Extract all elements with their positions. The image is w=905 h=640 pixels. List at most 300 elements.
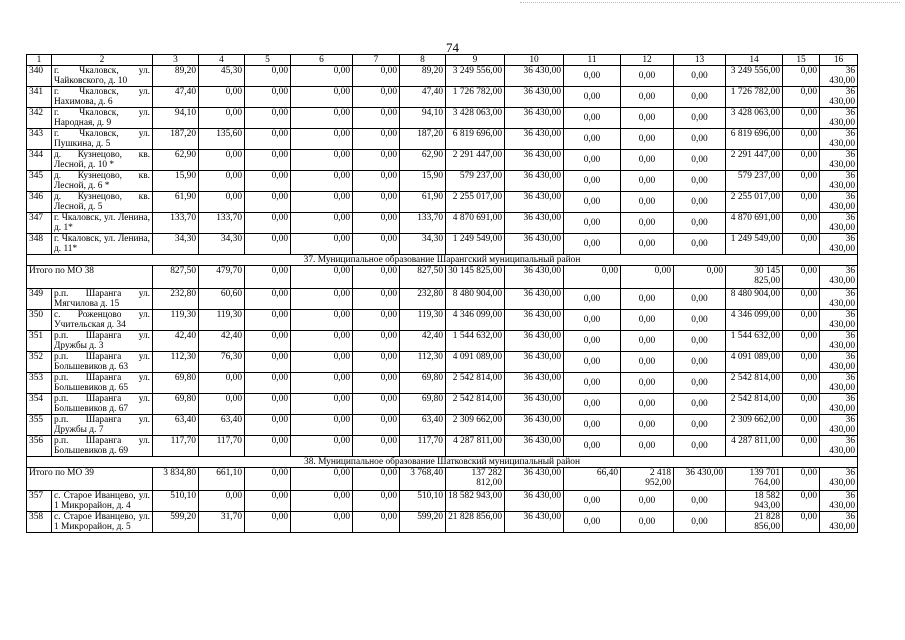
cell-value: 89,20 (400, 66, 446, 87)
cell-value: 0,00 (783, 171, 820, 192)
cell-value: 42,40 (153, 331, 199, 352)
column-header: 13 (674, 55, 726, 66)
cell-value: 232,80 (400, 289, 446, 310)
cell-value: 112,30 (400, 352, 446, 373)
cell-value: 0,00 (291, 415, 353, 436)
cell-value: 0,00 (674, 129, 726, 150)
cell-value: 1 249 549,00 (446, 234, 505, 255)
cell-value: 1 726 782,00 (446, 87, 505, 108)
cell-value: 36 430,00 (820, 192, 858, 213)
cell-value: 8 480 904,00 (446, 289, 505, 310)
cell-value: 0,00 (674, 171, 726, 192)
cell-value: 0,00 (353, 436, 400, 457)
cell-value: 0,00 (199, 491, 245, 512)
cell-value: 47,40 (153, 87, 199, 108)
address-cell: р.п. Шаранга ул. Дружбы д. 3 (52, 331, 153, 352)
cell-value: 0,00 (291, 171, 353, 192)
cell-value: 2 309 662,00 (446, 415, 505, 436)
cell-value: 36 430,00 (505, 436, 564, 457)
cell-value: 0,00 (564, 310, 621, 331)
cell-value: 0,00 (783, 108, 820, 129)
row-number: 358 (27, 512, 52, 533)
cell-value: 8 480 904,00 (726, 289, 783, 310)
cell-value: 4 287 811,00 (726, 436, 783, 457)
cell-value: 0,00 (783, 491, 820, 512)
cell-value: 0,00 (291, 491, 353, 512)
cell-value: 0,00 (564, 171, 621, 192)
address-cell: р.п. Шаранга ул. Большевиков д. 67 (52, 394, 153, 415)
cell-value: 661,10 (199, 468, 245, 491)
cell-value: 0,00 (245, 512, 291, 533)
cell-value: 4 870 691,00 (446, 213, 505, 234)
cell-value: 0,00 (783, 289, 820, 310)
cell-value: 36 430,00 (505, 108, 564, 129)
cell-value: 0,00 (783, 310, 820, 331)
cell-value: 0,00 (353, 87, 400, 108)
cell-value: 2 291 447,00 (446, 150, 505, 171)
cell-value: 36 430,00 (505, 352, 564, 373)
cell-value: 0,00 (291, 310, 353, 331)
cell-value: 36 430,00 (820, 331, 858, 352)
cell-value: 0,00 (783, 512, 820, 533)
row-number: 349 (27, 289, 52, 310)
cell-value: 36 430,00 (505, 491, 564, 512)
row-number: 354 (27, 394, 52, 415)
cell-value: 0,00 (291, 289, 353, 310)
cell-value: 133,70 (153, 213, 199, 234)
cell-value: 0,00 (783, 192, 820, 213)
table-row (27, 234, 858, 255)
table-row (27, 171, 858, 192)
cell-value: 599,20 (153, 512, 199, 533)
cell-value: 34,30 (199, 234, 245, 255)
cell-value: 0,00 (245, 289, 291, 310)
cell-value: 2 309 662,00 (726, 415, 783, 436)
table-row (27, 66, 858, 87)
section-header-row (27, 457, 858, 468)
column-header: 9 (446, 55, 505, 66)
cell-value: 0,00 (783, 213, 820, 234)
cell-value: 0,00 (564, 491, 621, 512)
cell-value: 94,10 (400, 108, 446, 129)
column-header: 6 (291, 55, 353, 66)
cell-value: 0,00 (564, 234, 621, 255)
cell-value: 0,00 (783, 352, 820, 373)
cell-value: 0,00 (674, 266, 726, 289)
cell-value: 36 430,00 (820, 213, 858, 234)
cell-value: 0,00 (245, 310, 291, 331)
address-cell: р.п. Шаранга ул. Дружбы д. 7 (52, 415, 153, 436)
cell-value: 4 091 089,00 (726, 352, 783, 373)
cell-value: 0,00 (674, 415, 726, 436)
column-header: 12 (621, 55, 674, 66)
column-header: 2 (52, 55, 153, 66)
row-number: 344 (27, 150, 52, 171)
cell-value: 119,30 (199, 310, 245, 331)
cell-value: 0,00 (564, 415, 621, 436)
cell-value: 0,00 (621, 87, 674, 108)
row-number: 355 (27, 415, 52, 436)
page-number: 74 (446, 40, 459, 55)
cell-value: 0,00 (564, 150, 621, 171)
table-row (27, 289, 858, 310)
cell-value: 0,00 (783, 87, 820, 108)
cell-value: 89,20 (153, 66, 199, 87)
cell-value: 36 430,00 (820, 512, 858, 533)
cell-value: 0,00 (245, 491, 291, 512)
cell-value: 36 430,00 (820, 150, 858, 171)
cell-value: 0,00 (674, 352, 726, 373)
cell-value: 2 291 447,00 (726, 150, 783, 171)
cell-value: 61,90 (153, 192, 199, 213)
cell-value: 36 430,00 (820, 468, 858, 491)
column-header: 7 (353, 55, 400, 66)
cell-value: 0,00 (564, 436, 621, 457)
cell-value: 36 430,00 (820, 129, 858, 150)
cell-value: 0,00 (199, 171, 245, 192)
row-number: 350 (27, 310, 52, 331)
cell-value: 3 249 556,00 (446, 66, 505, 87)
cell-value: 0,00 (564, 512, 621, 533)
cell-value: 0,00 (564, 352, 621, 373)
cell-value: 36 430,00 (505, 150, 564, 171)
cell-value: 36 430,00 (820, 415, 858, 436)
cell-value: 0,00 (674, 108, 726, 129)
address-cell: д. Кузнецово, кв. Лесной, д. 10 * (52, 150, 153, 171)
cell-value: 36 430,00 (505, 310, 564, 331)
cell-value: 0,00 (353, 491, 400, 512)
row-number: 352 (27, 352, 52, 373)
cell-value: 36 430,00 (820, 266, 858, 289)
cell-value: 0,00 (353, 266, 400, 289)
cell-value: 112,30 (153, 352, 199, 373)
table-row (27, 192, 858, 213)
cell-value: 36 430,00 (505, 415, 564, 436)
cell-value: 0,00 (564, 331, 621, 352)
cell-value: 36 430,00 (505, 213, 564, 234)
cell-value: 36 430,00 (505, 192, 564, 213)
cell-value: 0,00 (674, 373, 726, 394)
cell-value: 0,00 (621, 66, 674, 87)
cell-value: 0,00 (564, 129, 621, 150)
column-header: 1 (27, 55, 52, 66)
address-cell: р.п. Шаранга ул. Большевиков д. 65 (52, 373, 153, 394)
cell-value: 119,30 (400, 310, 446, 331)
cell-value: 36 430,00 (505, 87, 564, 108)
cell-value: 0,00 (621, 415, 674, 436)
cell-value: 36 430,00 (505, 66, 564, 87)
address-cell: р.п. Шаранга ул. Большевиков д. 63 (52, 352, 153, 373)
cell-value: 0,00 (674, 234, 726, 255)
address-cell: г. Чкаловск, ул. Пушкина, д. 5 (52, 129, 153, 150)
cell-value: 3 428 063,00 (726, 108, 783, 129)
row-number: 340 (27, 66, 52, 87)
cell-value: 0,00 (291, 87, 353, 108)
cell-value: 36 430,00 (674, 468, 726, 491)
cell-value: 0,00 (291, 192, 353, 213)
address-cell: с. Роженцово ул. Учительская д. 34 (52, 310, 153, 331)
cell-value: 0,00 (245, 108, 291, 129)
cell-value: 0,00 (621, 491, 674, 512)
cell-value: 0,00 (199, 150, 245, 171)
cell-value: 45,30 (199, 66, 245, 87)
row-number: 345 (27, 171, 52, 192)
column-header: 5 (245, 55, 291, 66)
table-row (27, 512, 858, 533)
row-number: 351 (27, 331, 52, 352)
cell-value: 0,00 (353, 150, 400, 171)
cell-value: 0,00 (245, 87, 291, 108)
cell-value: 0,00 (621, 213, 674, 234)
column-header: 4 (199, 55, 245, 66)
cell-value: 135,60 (199, 129, 245, 150)
cell-value: 2 542 814,00 (446, 373, 505, 394)
table-row (27, 373, 858, 394)
cell-value: 0,00 (621, 171, 674, 192)
cell-value: 0,00 (291, 266, 353, 289)
cell-value: 36 430,00 (505, 512, 564, 533)
cell-value: 18 582 943,00 (726, 491, 783, 512)
cell-value: 4 346 099,00 (446, 310, 505, 331)
total-label: Итого по МО 39 (27, 468, 153, 491)
cell-value: 117,70 (199, 436, 245, 457)
cell-value: 187,20 (400, 129, 446, 150)
cell-value: 69,80 (400, 373, 446, 394)
cell-value: 63,40 (199, 415, 245, 436)
cell-value: 0,00 (674, 66, 726, 87)
cell-value: 0,00 (621, 150, 674, 171)
cell-value: 0,00 (783, 331, 820, 352)
row-number: 353 (27, 373, 52, 394)
cell-value: 0,00 (621, 373, 674, 394)
cell-value: 36 430,00 (820, 171, 858, 192)
cell-value: 36 430,00 (505, 394, 564, 415)
cell-value: 1 544 632,00 (446, 331, 505, 352)
table-row (27, 352, 858, 373)
cell-value: 6 819 696,00 (446, 129, 505, 150)
cell-value: 0,00 (674, 394, 726, 415)
row-number: 341 (27, 87, 52, 108)
cell-value: 0,00 (353, 394, 400, 415)
cell-value: 0,00 (199, 192, 245, 213)
column-header: 3 (153, 55, 199, 66)
cell-value: 0,00 (245, 192, 291, 213)
cell-value: 0,00 (783, 129, 820, 150)
cell-value: 0,00 (564, 66, 621, 87)
cell-value: 69,80 (400, 394, 446, 415)
cell-value: 0,00 (291, 394, 353, 415)
cell-value: 36 430,00 (820, 234, 858, 255)
cell-value: 21 828 856,00 (726, 512, 783, 533)
table-row (27, 491, 858, 512)
cell-value: 0,00 (291, 234, 353, 255)
cell-value: 0,00 (621, 192, 674, 213)
cell-value: 36 430,00 (505, 468, 564, 491)
cell-value: 0,00 (674, 310, 726, 331)
cell-value: 1 544 632,00 (726, 331, 783, 352)
cell-value: 137 282 812,00 (446, 468, 505, 491)
row-number: 343 (27, 129, 52, 150)
cell-value: 0,00 (674, 150, 726, 171)
table-row (27, 310, 858, 331)
cell-value: 0,00 (783, 66, 820, 87)
cell-value: 3 428 063,00 (446, 108, 505, 129)
cell-value: 579 237,00 (446, 171, 505, 192)
table-row (27, 331, 858, 352)
address-cell: г. Чкаловск, ул. Ленина, д. 1* (52, 213, 153, 234)
cell-value: 2 255 017,00 (446, 192, 505, 213)
cell-value: 36 430,00 (505, 289, 564, 310)
cell-value: 0,00 (783, 266, 820, 289)
cell-value: 0,00 (621, 108, 674, 129)
cell-value: 0,00 (674, 192, 726, 213)
cell-value: 0,00 (199, 87, 245, 108)
cell-value: 6 819 696,00 (726, 129, 783, 150)
cell-value: 0,00 (291, 150, 353, 171)
cell-value: 36 430,00 (820, 436, 858, 457)
cell-value: 4 287 811,00 (446, 436, 505, 457)
cell-value: 4 091 089,00 (446, 352, 505, 373)
column-header: 11 (564, 55, 621, 66)
cell-value: 34,30 (153, 234, 199, 255)
cell-value: 2 418 952,00 (621, 468, 674, 491)
cell-value: 3 834,80 (153, 468, 199, 491)
cell-value: 61,90 (400, 192, 446, 213)
section-header-row (27, 255, 858, 266)
cell-value: 0,00 (674, 331, 726, 352)
cell-value: 0,00 (353, 289, 400, 310)
cell-value: 36 430,00 (820, 66, 858, 87)
cell-value: 36 430,00 (820, 373, 858, 394)
cell-value: 76,30 (199, 352, 245, 373)
cell-value: 0,00 (245, 352, 291, 373)
cell-value: 0,00 (783, 394, 820, 415)
cell-value: 0,00 (245, 415, 291, 436)
cell-value: 0,00 (353, 352, 400, 373)
cell-value: 3 768,40 (400, 468, 446, 491)
cell-value: 510,10 (153, 491, 199, 512)
cell-value: 0,00 (564, 108, 621, 129)
cell-value: 42,40 (199, 331, 245, 352)
cell-value: 0,00 (245, 213, 291, 234)
cell-value: 0,00 (353, 415, 400, 436)
total-label: Итого по МО 38 (27, 266, 153, 289)
cell-value: 0,00 (674, 289, 726, 310)
cell-value: 36 430,00 (820, 310, 858, 331)
cell-value: 0,00 (353, 108, 400, 129)
address-cell: д. Кузнецово, кв. Лесной, д. 5 (52, 192, 153, 213)
cell-value: 36 430,00 (820, 491, 858, 512)
cell-value: 0,00 (245, 66, 291, 87)
cell-value: 579 237,00 (726, 171, 783, 192)
cell-value: 510,10 (400, 491, 446, 512)
column-number-header-row (27, 55, 858, 66)
column-header: 10 (505, 55, 564, 66)
cell-value: 0,00 (674, 87, 726, 108)
cell-value: 0,00 (291, 436, 353, 457)
cell-value: 232,80 (153, 289, 199, 310)
row-number: 342 (27, 108, 52, 129)
cell-value: 0,00 (621, 394, 674, 415)
cell-value: 1 726 782,00 (726, 87, 783, 108)
cell-value: 0,00 (353, 213, 400, 234)
cell-value: 15,90 (153, 171, 199, 192)
cell-value: 36 430,00 (505, 129, 564, 150)
address-cell: г. Чкаловск, ул. Ленина, д. 11* (52, 234, 153, 255)
cell-value: 599,20 (400, 512, 446, 533)
cell-value: 3 249 556,00 (726, 66, 783, 87)
cell-value: 4 346 099,00 (726, 310, 783, 331)
cell-value: 0,00 (621, 266, 674, 289)
cell-value: 133,70 (400, 213, 446, 234)
cell-value: 0,00 (564, 266, 621, 289)
table-row (27, 415, 858, 436)
table-row (27, 394, 858, 415)
cell-value: 60,60 (199, 289, 245, 310)
cell-value: 47,40 (400, 87, 446, 108)
cell-value: 0,00 (783, 468, 820, 491)
cell-value: 479,70 (199, 266, 245, 289)
cell-value: 36 430,00 (820, 108, 858, 129)
cell-value: 0,00 (291, 213, 353, 234)
cell-value: 187,20 (153, 129, 199, 150)
cell-value: 0,00 (245, 234, 291, 255)
cell-value: 15,90 (400, 171, 446, 192)
cell-value: 2 255 017,00 (726, 192, 783, 213)
cell-value: 62,90 (153, 150, 199, 171)
address-cell: р.п. Шаранга ул. Большевиков д. 69 (52, 436, 153, 457)
cell-value: 18 582 943,00 (446, 491, 505, 512)
cell-value: 63,40 (153, 415, 199, 436)
table-row (27, 87, 858, 108)
cell-value: 0,00 (621, 289, 674, 310)
total-row (27, 266, 858, 289)
cell-value: 0,00 (353, 512, 400, 533)
cell-value: 36 430,00 (505, 373, 564, 394)
cell-value: 0,00 (564, 373, 621, 394)
cell-value: 30 145 825,00 (446, 266, 505, 289)
cell-value: 0,00 (621, 129, 674, 150)
cell-value: 66,40 (564, 468, 621, 491)
cell-value: 0,00 (353, 192, 400, 213)
cell-value: 94,10 (153, 108, 199, 129)
column-header: 14 (726, 55, 783, 66)
cell-value: 0,00 (564, 192, 621, 213)
cell-value: 0,00 (353, 171, 400, 192)
cell-value: 0,00 (564, 213, 621, 234)
cell-value: 0,00 (291, 108, 353, 129)
cell-value: 0,00 (621, 512, 674, 533)
cell-value: 0,00 (245, 373, 291, 394)
cell-value: 30 145 825,00 (726, 266, 783, 289)
table-row (27, 436, 858, 457)
cell-value: 139 701 764,00 (726, 468, 783, 491)
cell-value: 119,30 (153, 310, 199, 331)
cell-value: 0,00 (291, 331, 353, 352)
column-header: 8 (400, 55, 446, 66)
address-cell: с. Старое Иванцево, ул. 1 Микрорайон, д. 4 (52, 491, 153, 512)
address-cell: с. Старое Иванцево, ул. 1 Микрорайон, д. 5 (52, 512, 153, 533)
data-table (26, 54, 858, 533)
address-cell: д. Кузнецово, кв. Лесной, д. 6 * (52, 171, 153, 192)
cell-value: 34,30 (400, 234, 446, 255)
cell-value: 0,00 (199, 394, 245, 415)
cell-value: 0,00 (783, 150, 820, 171)
cell-value: 0,00 (783, 373, 820, 394)
cell-value: 0,00 (291, 512, 353, 533)
cell-value: 2 542 814,00 (446, 394, 505, 415)
address-cell: р.п. Шаранга ул. Мягчилова д. 15 (52, 289, 153, 310)
